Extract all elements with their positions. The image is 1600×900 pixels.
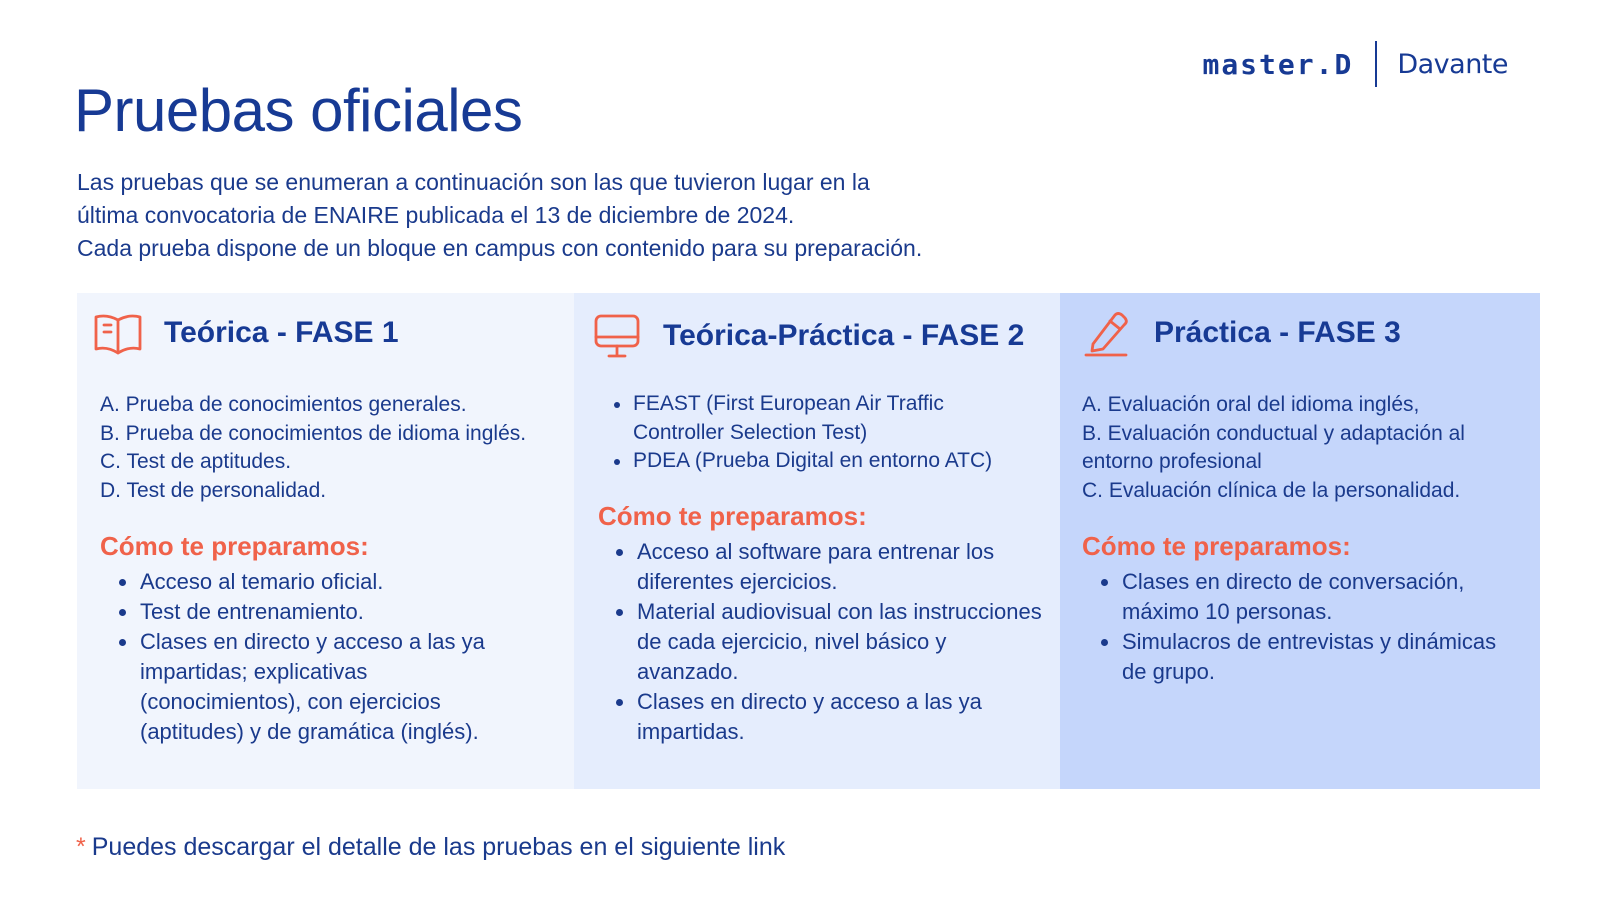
test-item: A. Prueba de conocimientos generales. xyxy=(100,393,467,416)
page-title: Pruebas oficiales xyxy=(74,77,523,144)
test-item: A. Evaluación oral del idioma inglés, xyxy=(1082,393,1420,416)
test-item: B. Evaluación conductual y adaptación al entorno profesional xyxy=(1082,421,1465,473)
prep-list xyxy=(1099,567,1519,687)
intro-line: última convocatoria de ENAIRE publicada el 13 de diciembre de 2024. xyxy=(77,202,795,228)
card-header xyxy=(92,307,399,359)
test-item: PDEA (Prueba Digital en entorno ATC) xyxy=(611,447,1031,476)
prep-list xyxy=(614,537,1044,747)
card-fase-3 xyxy=(1060,293,1540,789)
test-item: D. Test de personalidad. xyxy=(100,478,327,502)
prep-item: Material audiovisual con las instrucciones de cada ejercicio, nivel básico y avanzado. xyxy=(614,597,1044,687)
card-title: Teórica - FASE 1 xyxy=(164,316,399,349)
footnote-asterisk: * xyxy=(76,833,86,861)
monitor-icon xyxy=(591,310,643,362)
prep-item: Acceso al temario oficial. xyxy=(117,567,529,597)
tests-list xyxy=(1082,391,1532,505)
test-item: FEAST (First European Air Traffic Controller Selection Test) xyxy=(611,390,1031,447)
pencil-icon xyxy=(1082,307,1134,359)
master-d-logo: master.D xyxy=(1202,47,1354,81)
logo-divider xyxy=(1375,41,1377,87)
prep-title: Cómo te preparamos: xyxy=(598,501,867,531)
prep-title: Cómo te preparamos: xyxy=(100,531,369,561)
intro-line: Cada prueba dispone de un bloque en campus con contenido para su preparación. xyxy=(77,235,923,261)
test-item: C. Test de aptitudes. xyxy=(100,450,292,473)
prep-item: Clases en directo de conversación, máximo 10 personas. xyxy=(1099,567,1519,627)
card-header xyxy=(591,310,1024,362)
tests-list xyxy=(611,390,1031,476)
prep-item: Acceso al software para entrenar los diferentes ejercicios. xyxy=(614,537,1044,597)
footnote xyxy=(76,833,785,862)
card-header xyxy=(1082,307,1401,359)
card-fase-2 xyxy=(574,293,1060,789)
open-book-icon xyxy=(92,307,144,359)
prep-item: Test de entrenamiento. xyxy=(117,597,529,627)
prep-list xyxy=(117,567,529,747)
prep-item: Clases en directo y acceso a las ya impartidas; explicativas (conocimientos), con ejercicios (aptitudes) y de gramática (inglés). xyxy=(117,627,529,747)
card-title: Práctica - FASE 3 xyxy=(1154,316,1401,349)
prep-item: Simulacros de entrevistas y dinámicas de grupo. xyxy=(1099,627,1519,687)
prep-item: Clases en directo y acceso a las ya impartidas. xyxy=(614,687,1044,747)
tests-list xyxy=(100,391,570,505)
phase-cards xyxy=(77,293,1540,789)
davante-logo: Davante xyxy=(1397,48,1508,80)
intro-text xyxy=(77,166,1077,265)
intro-line: Las pruebas que se enumeran a continuación son las que tuvieron lugar en la xyxy=(77,169,870,195)
brand-logos xyxy=(1202,40,1508,88)
prep-title: Cómo te preparamos: xyxy=(1082,531,1351,561)
test-item: C. Evaluación clínica de la personalidad. xyxy=(1082,478,1461,502)
test-item: B. Prueba de conocimientos de idioma inglés. xyxy=(100,421,527,445)
card-title: Teórica-Práctica - FASE 2 xyxy=(663,319,1025,352)
card-fase-1 xyxy=(77,293,574,789)
footnote-text: Puedes descargar el detalle de las pruebas en el siguiente link xyxy=(91,833,786,861)
